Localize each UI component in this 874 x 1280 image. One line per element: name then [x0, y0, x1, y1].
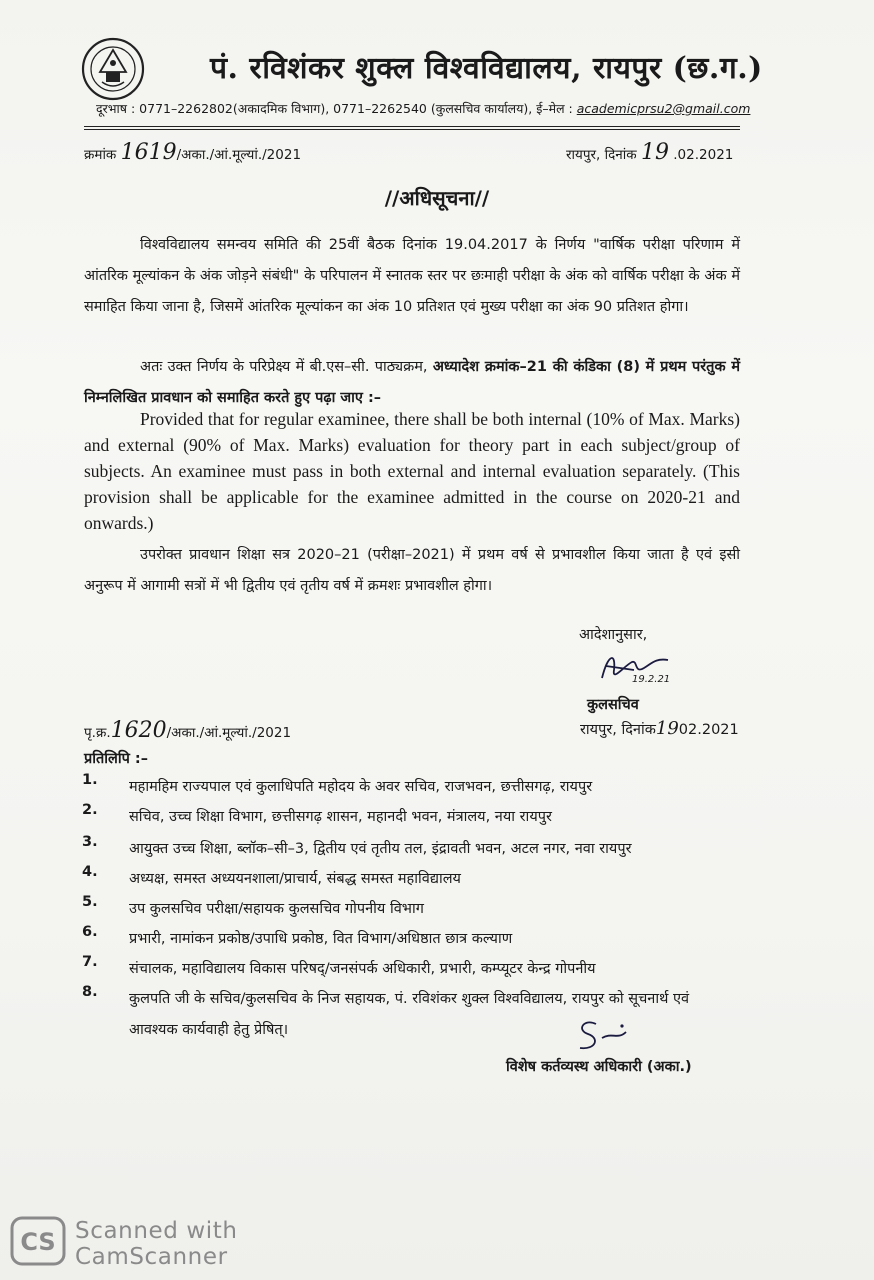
- ref-date-prefix: रायपुर, दिनांक: [566, 147, 637, 163]
- paragraph-4: उपरोक्त प्रावधान शिक्षा सत्र 2020–21 (परीक्षा–2021) में प्रथम वर्ष से प्रभावशील किया जाता है एवं इसी अनुरूप में आगामी सत्रों में भी द्वितीय एवं तृतीय वर्ष में क्रमशः प्रभावशील होगा।: [84, 547, 740, 594]
- copy-list-number: 2.: [82, 802, 98, 818]
- ref-number-handwritten: 1619: [120, 140, 177, 165]
- copy-list-number: 5.: [82, 894, 98, 910]
- header-divider-secondary: [84, 129, 740, 130]
- registrar-designation: कुलसचिव: [587, 697, 639, 713]
- copy-list-number: 8.: [82, 984, 98, 1000]
- watermark-line-1: Scanned with: [75, 1218, 238, 1244]
- paragraph-3-english: Provided that for regular examinee, there shall be both internal (10% of Max. Marks) and external (90% of Max. Marks) evaluation for theory part in each subject/group of subjects. An examinee must pass in both external and internal evaluation separately. (This provision shall be applicable for the examinee admitted in the course on 2020-21 and onwards.): [84, 409, 740, 533]
- copy-ref-handwritten: 1620: [110, 718, 167, 743]
- paragraph-2: [84, 352, 740, 414]
- place-date-prefix: रायपुर, दिनांक: [580, 722, 656, 738]
- reference-date: [566, 140, 733, 165]
- copy-list-text: प्रभारी, नामांकन प्रकोष्ठ/उपाधि प्रकोष्ठ, वित विभाग/अधिष्ठात छात्र कल्याण: [129, 931, 513, 947]
- place-date-handwritten: 19: [655, 718, 679, 739]
- copy-list-number: 7.: [82, 954, 98, 970]
- university-name: पं. रविशंकर शुक्ल विश्वविद्यालय, रायपुर (छ.ग.): [210, 51, 763, 86]
- camscanner-watermark-text: [75, 1218, 238, 1270]
- copy-to-label: प्रतिलिपि :–: [84, 751, 148, 767]
- ref-number-prefix: क्रमांक: [84, 147, 117, 163]
- order-label: आदेशानुसार,: [579, 627, 648, 643]
- officer-designation: विशेष कर्तव्यस्थ अधिकारी (अका.): [506, 1059, 692, 1075]
- copy-ref-suffix: /अका./आं.मूल्यां./2021: [166, 725, 292, 741]
- watermark-line-2: CamScanner: [75, 1244, 228, 1270]
- camscanner-logo-icon: [10, 1216, 66, 1266]
- paragraph-2-bold-text: अध्यादेश क्रमांक–21 की कंडिका (8) में प्रथम परंतुक में निम्नलिखित प्रावधान को समाहित करते हुए पढ़ा जाए :–: [84, 359, 740, 406]
- officer-signature-icon: [566, 1014, 636, 1056]
- signature-date: 19.2.21: [632, 674, 671, 685]
- copy-list-number: 1.: [82, 772, 98, 788]
- header-divider: [84, 126, 740, 127]
- ref-number-suffix: /अका./आं.मूल्यां./2021: [176, 147, 302, 163]
- copy-list-text: आयुक्त उच्च शिक्षा, ब्लॉक–सी–3, द्वितीय एवं तृतीय तल, इंद्रावती भवन, अटल नगर, नवा रायपुर: [129, 841, 632, 857]
- reference-number: [84, 140, 301, 165]
- copy-reference-number: [84, 718, 291, 743]
- copy-list-text: महामहिम राज्यपाल एवं कुलाधिपति महोदय के अवर सचिव, राजभवन, छत्तीसगढ़, रायपुर: [129, 779, 593, 795]
- camscanner-logo-text: CS: [20, 1228, 56, 1256]
- email-link[interactable]: academicprsu2@gmail.com: [576, 101, 751, 116]
- copy-list-number: 3.: [82, 834, 98, 850]
- contact-line: [96, 100, 750, 117]
- copy-list-text: उप कुलसचिव परीक्षा/सहायक कुलसचिव गोपनीय विभाग: [129, 901, 424, 917]
- university-seal-icon: [80, 36, 146, 102]
- copy-list-number: 4.: [82, 864, 98, 880]
- copy-list-text: संचालक, महाविद्यालय विकास परिषद्/जनसंपर्क अधिकारी, प्रभारी, कम्प्यूटर केन्द्र गोपनीय: [129, 961, 596, 977]
- place-date-suffix: 02.2021: [678, 722, 739, 738]
- contact-text: दूरभाष : 0771–2262802(अकादमिक विभाग), 0771–2262540 (कुलसचिव कार्यालय), ई–मेल :: [96, 101, 577, 116]
- copy-list-number: 6.: [82, 924, 98, 940]
- ref-date-handwritten: 19: [640, 140, 669, 165]
- copy-list-text: सचिव, उच्च शिक्षा विभाग, छत्तीसगढ़ शासन, महानदी भवन, मंत्रालय, नया रायपुर: [129, 809, 552, 825]
- copy-list-text: कुलपति जी के सचिव/कुलसचिव के निज सहायक, पं. रविशंकर शुक्ल विश्वविद्यालय, रायपुर को सूचनार्थ एवं आवश्यक कार्यवाही हेतु प्रेषित्।: [129, 991, 690, 1038]
- copy-list-text: अध्यक्ष, समस्त अध्ययनशाला/प्राचार्य, संबद्ध समस्त महाविद्यालय: [129, 871, 461, 887]
- paragraph-2-text: अतः उक्त निर्णय के परिप्रेक्ष्य में बी.एस–सी. पाठ्यक्रम,: [140, 359, 433, 375]
- notice-heading: //अधिसूचना//: [384, 186, 490, 210]
- copy-ref-prefix: पृ.क्र.: [84, 725, 111, 741]
- paragraph-1: विश्वविद्यालय समन्वय समिति की 25वीं बैठक दिनांक 19.04.2017 के निर्णय "वार्षिक परीक्षा परिणाम में आंतरिक मूल्यांकन के अंक जोड़ने संबंधी" के परिपालन में स्नातक स्तर पर छःमाही परीक्षा के अंक को वार्षिक परीक्षा के अंक में समाहित किया जाना है, जिसमें आंतरिक मूल्यांकन का अंक 10 प्रतिशत एवं मुख्य परीक्षा का अंक 90 प्रतिशत होगा।: [84, 237, 740, 315]
- place-date: [580, 718, 739, 739]
- ref-date-suffix: .02.2021: [673, 147, 734, 163]
